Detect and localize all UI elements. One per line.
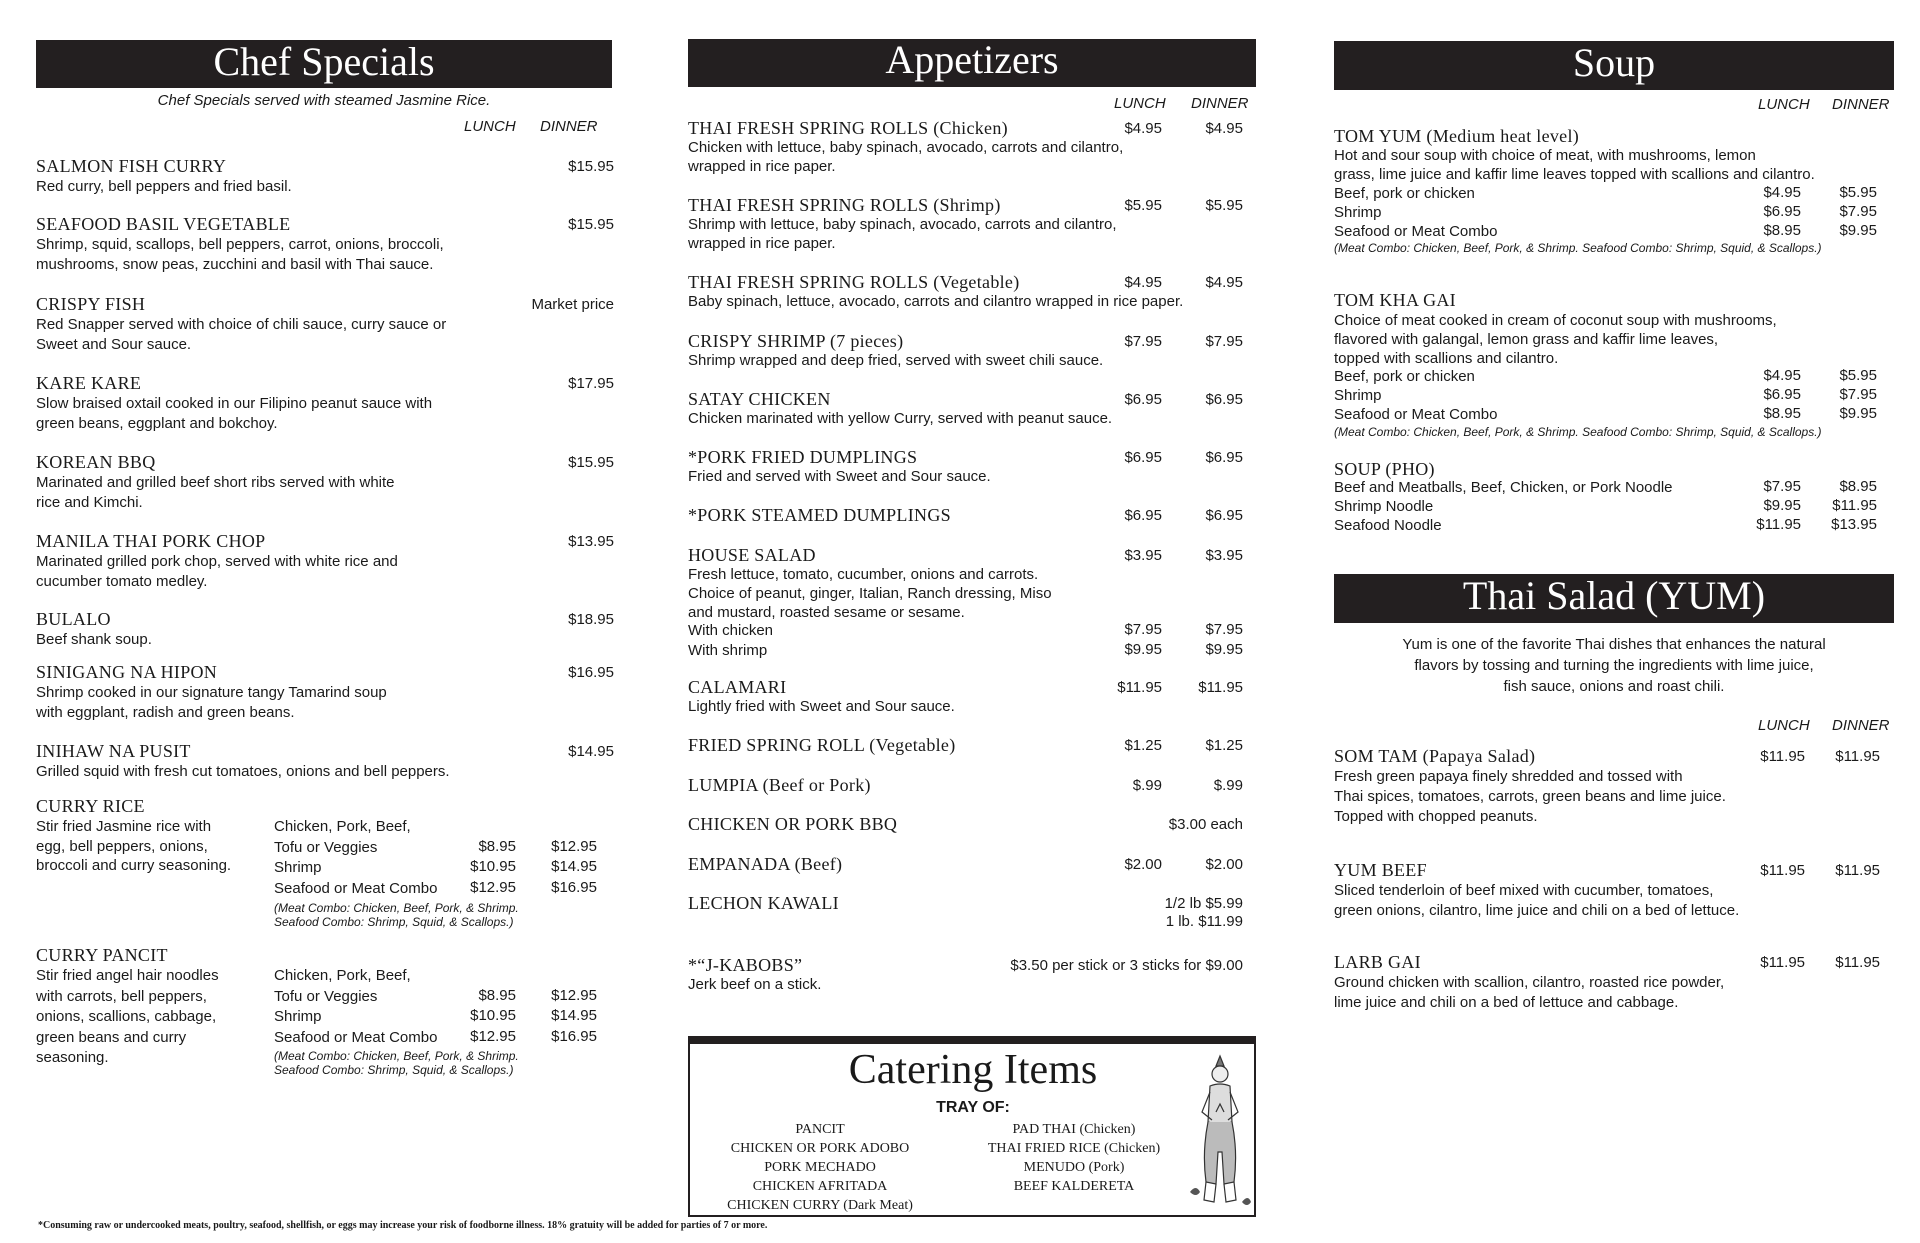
description-line: and mustard, roasted sesame or sesame. bbox=[688, 604, 965, 621]
item-dinner-price: $3.95 bbox=[1205, 547, 1243, 564]
item-title: HOUSE SALAD bbox=[688, 545, 816, 565]
item-description: Stir fried Jasmine rice with egg, bell peppers, onions, broccoli and curry seasoning. bbox=[36, 818, 232, 874]
option-lunch-price: $10.95 bbox=[470, 858, 516, 875]
description-line: Fresh lettuce, tomato, cucumber, onions and carrots. bbox=[688, 566, 1039, 583]
item-dinner-price: $.99 bbox=[1213, 777, 1243, 794]
item-name bbox=[688, 118, 1008, 139]
item-description bbox=[688, 975, 821, 994]
option-dinner-price: $7.95 bbox=[1205, 621, 1243, 638]
item-name bbox=[688, 447, 917, 468]
option-lunch-price: $4.95 bbox=[1763, 184, 1801, 201]
description-line: Marinated and grilled beef short ribs served with white bbox=[36, 474, 395, 491]
appetizers-banner bbox=[688, 39, 1256, 87]
option-lunch-price: $8.95 bbox=[1763, 222, 1801, 239]
option-lunch-price: $6.95 bbox=[1763, 386, 1801, 403]
item-lunch-price: $.99 bbox=[1132, 777, 1162, 794]
item-name bbox=[688, 854, 842, 875]
item-dinner-price: $5.95 bbox=[1205, 197, 1243, 214]
option-dinner-price: $16.95 bbox=[551, 1027, 597, 1045]
item-title: FRIED SPRING ROLL bbox=[688, 735, 865, 755]
description-line: wrapped in rice paper. bbox=[688, 235, 836, 252]
catering-box bbox=[688, 1036, 1256, 1217]
thai-salad-title: Thai Salad (YUM) bbox=[1462, 573, 1766, 618]
item-lunch-price: $3.95 bbox=[1124, 547, 1162, 564]
item-lunch-price: $11.95 bbox=[1760, 748, 1805, 765]
item-name: CURRY PANCIT bbox=[36, 945, 168, 965]
item-description bbox=[688, 409, 1112, 428]
option-label: Seafood or Meat Combo bbox=[1334, 406, 1498, 423]
item-dinner-price: $4.95 bbox=[1205, 120, 1243, 137]
catering-item: PANCIT bbox=[795, 1122, 845, 1137]
description-line: Lightly fried with Sweet and Sour sauce. bbox=[688, 698, 955, 715]
catering-item: CHICKEN CURRY (Dark Meat) bbox=[727, 1198, 913, 1213]
item-title: SATAY CHICKEN bbox=[688, 389, 831, 409]
option-label: Shrimp bbox=[1334, 204, 1382, 221]
item-name: CRISPY FISH bbox=[36, 294, 146, 314]
item-lunch-price: $2.00 bbox=[1124, 856, 1162, 873]
item-title: LECHON KAWALI bbox=[688, 893, 839, 913]
item-price: $15.95 bbox=[568, 158, 614, 175]
option-lunch-price: $7.95 bbox=[1763, 478, 1801, 495]
item-lunch-price: $7.95 bbox=[1124, 333, 1162, 350]
item-name bbox=[688, 331, 903, 352]
option-lunch-price: $7.95 bbox=[1124, 621, 1162, 638]
item-price: $18.95 bbox=[568, 611, 614, 628]
item-name bbox=[688, 677, 786, 698]
option-dinner-price: $9.95 bbox=[1839, 222, 1877, 239]
description-line: Ground chicken with scallion, cilantro, roasted rice powder, bbox=[1334, 974, 1725, 991]
item-lunch-price: $1.25 bbox=[1124, 737, 1162, 754]
item-name bbox=[688, 195, 1001, 216]
item-name bbox=[1334, 860, 1427, 881]
item-title: YUM BEEF bbox=[1334, 860, 1427, 880]
option-label: Shrimp bbox=[274, 859, 322, 876]
thai-dancer-illustration-icon bbox=[1188, 1052, 1252, 1214]
item-name: SEAFOOD BASIL VEGETABLE bbox=[36, 214, 291, 234]
item-title: EMPANADA bbox=[688, 854, 790, 874]
item-name: CURRY RICE bbox=[36, 796, 145, 816]
description-line: Shrimp, squid, scallops, bell peppers, carrot, onions, broccoli, bbox=[36, 236, 444, 253]
item-description bbox=[688, 351, 1103, 370]
item-price: $14.95 bbox=[568, 743, 614, 760]
soup-banner bbox=[1334, 41, 1894, 90]
item-lunch-price: $6.95 bbox=[1124, 391, 1162, 408]
item-lunch-price: $6.95 bbox=[1124, 507, 1162, 524]
catering-item: PAD THAI (Chicken) bbox=[1012, 1122, 1136, 1137]
item-title: CHICKEN OR PORK BBQ bbox=[688, 814, 898, 834]
option-lunch-price: $12.95 bbox=[470, 1027, 516, 1045]
item-note: (7 pieces) bbox=[829, 331, 904, 351]
item-name bbox=[688, 272, 1020, 293]
description-line: with eggplant, radish and green beans. bbox=[36, 703, 295, 721]
item-price: $17.95 bbox=[568, 375, 614, 392]
option-label: Tofu or Veggies bbox=[274, 838, 378, 856]
description-line: Beef shank soup. bbox=[36, 631, 152, 648]
option-dinner-price: $5.95 bbox=[1839, 367, 1877, 384]
item-title: LARB GAI bbox=[1334, 952, 1421, 972]
combo-note: (Meat Combo: Chicken, Beef, Pork, & Shrimp. Seafood Combo: Shrimp, Squid, & Scallops.) bbox=[1334, 425, 1822, 439]
soup-lunch-header: LUNCH bbox=[1758, 96, 1810, 113]
salad-dinner-header: DINNER bbox=[1832, 717, 1890, 734]
option-lunch-price: $8.95 bbox=[478, 986, 516, 1004]
item-dinner-price: $7.95 bbox=[1205, 333, 1243, 350]
description-line: Fresh green papaya finely shredded and tossed with bbox=[1334, 768, 1683, 785]
item-dinner-price: $3.50 per stick or 3 sticks for $9.00 bbox=[1010, 957, 1243, 974]
item-note: (Chicken) bbox=[933, 118, 1008, 138]
item-price: Market price bbox=[531, 296, 614, 313]
item-name bbox=[688, 955, 802, 976]
item-name: KARE KARE bbox=[36, 373, 142, 393]
item-description bbox=[36, 315, 446, 354]
item-note: (Shrimp) bbox=[933, 195, 1001, 215]
description-line: green beans, eggplant and bokchoy. bbox=[36, 414, 278, 432]
chef-specials-title: Chef Specials bbox=[213, 39, 435, 84]
option-dinner-price: $7.95 bbox=[1839, 203, 1877, 220]
option-dinner-price: $8.95 bbox=[1839, 478, 1877, 495]
item-price: $13.95 bbox=[568, 533, 614, 550]
item-name bbox=[688, 735, 956, 756]
option-lunch-price: $8.95 bbox=[1763, 405, 1801, 422]
option-label: Tofu or Veggies bbox=[274, 987, 378, 1005]
option-label: Shrimp bbox=[274, 1008, 322, 1025]
item-name: BULALO bbox=[36, 609, 111, 629]
item-price: $16.95 bbox=[568, 664, 614, 681]
item-description bbox=[688, 138, 1123, 176]
option-dinner-price: $14.95 bbox=[551, 1007, 597, 1024]
chef-lunch-header: LUNCH bbox=[464, 118, 516, 135]
option-lunch-price: $6.95 bbox=[1763, 203, 1801, 220]
lechon-price-extra: 1 lb. $11.99 bbox=[1165, 913, 1243, 930]
option-dinner-price: $12.95 bbox=[551, 986, 597, 1004]
item-description bbox=[688, 697, 955, 716]
option-dinner-price: $13.95 bbox=[1831, 516, 1877, 533]
item-lunch-price: $4.95 bbox=[1124, 120, 1162, 137]
option-label: Seafood or Meat Combo bbox=[274, 1028, 438, 1046]
item-description: Choice of meat cooked in cream of coconut soup with mushrooms, flavored with galangal, lemon grass and kaffir lime leaves, topped with scallions and cilantro. bbox=[1334, 312, 1777, 367]
description-line: Shrimp wrapped and deep fried, served with sweet chili sauce. bbox=[688, 352, 1104, 369]
item-description bbox=[36, 630, 152, 650]
catering-item: THAI FRIED RICE (Chicken) bbox=[987, 1141, 1161, 1156]
option-label: Shrimp bbox=[1334, 387, 1382, 404]
chef-dinner-header: DINNER bbox=[540, 118, 598, 135]
option-label: Chicken, Pork, Beef, bbox=[274, 967, 411, 984]
option-label: Beef and Meatballs, Beef, Chicken, or Pork Noodle bbox=[1334, 479, 1673, 496]
item-title: CALAMARI bbox=[688, 677, 787, 697]
item-name: SALMON FISH CURRY bbox=[36, 156, 227, 176]
catering-item: PORK MECHADO bbox=[764, 1160, 876, 1175]
description-line: rice and Kimchi. bbox=[36, 493, 143, 511]
item-description bbox=[36, 762, 450, 782]
option-lunch-price: $10.95 bbox=[470, 1007, 516, 1024]
description-line: Slow braised oxtail cooked in our Filipino peanut sauce with bbox=[36, 395, 433, 412]
description-line: Chicken with lettuce, baby spinach, avocado, carrots and cilantro, bbox=[688, 139, 1124, 156]
item-name: SINIGANG NA HIPON bbox=[36, 662, 218, 682]
item-description: Hot and sour soup with choice of meat, with mushrooms, lemon grass, lime juice and kaffir lime leaves topped with scallions and cilantro. bbox=[1334, 147, 1815, 183]
item-note: (Beef or Pork) bbox=[762, 775, 871, 795]
salad-lunch-header: LUNCH bbox=[1758, 717, 1810, 734]
item-lunch-price: $11.95 bbox=[1117, 679, 1162, 696]
item-name: SOUP (PHO) bbox=[1334, 459, 1435, 479]
catering-title: Catering Items bbox=[848, 1047, 1098, 1093]
catering-item: MENUDO (Pork) bbox=[1023, 1160, 1125, 1175]
item-lunch-price: $6.95 bbox=[1124, 449, 1162, 466]
option-label: Beef, pork or chicken bbox=[1334, 368, 1475, 385]
item-description bbox=[1334, 767, 1726, 827]
option-dinner-price: $11.95 bbox=[1832, 497, 1877, 514]
chef-specials-subtitle: Chef Specials served with steamed Jasmine Rice. bbox=[157, 92, 491, 109]
item-title: LUMPIA bbox=[688, 775, 758, 795]
item-name bbox=[1334, 952, 1421, 973]
description-line: Baby spinach, lettuce, avocado, carrots and cilantro wrapped in rice paper. bbox=[688, 293, 1184, 310]
description-line: Sweet and Sour sauce. bbox=[36, 335, 192, 353]
option-label: With shrimp bbox=[688, 641, 768, 659]
option-dinner-price: $12.95 bbox=[551, 837, 597, 855]
item-note: (Papaya Salad) bbox=[1422, 746, 1536, 766]
item-note: (Vegetable) bbox=[869, 735, 956, 755]
item-name bbox=[688, 893, 839, 914]
item-dinner-price: $2.00 bbox=[1205, 856, 1243, 873]
item-name bbox=[688, 545, 816, 566]
item-dinner-price: $11.95 bbox=[1835, 954, 1880, 971]
item-lunch-price: $11.95 bbox=[1760, 862, 1805, 879]
item-name: TOM YUM (Medium heat level) bbox=[1334, 126, 1580, 146]
option-dinner-price: $5.95 bbox=[1839, 184, 1877, 201]
item-dinner-price: $11.95 bbox=[1835, 748, 1880, 765]
option-label: Seafood or Meat Combo bbox=[274, 879, 438, 897]
description-line: wrapped in rice paper. bbox=[688, 158, 836, 175]
chef-specials-banner bbox=[36, 40, 612, 88]
catering-list-right bbox=[964, 1120, 1184, 1196]
combo-note: (Meat Combo: Chicken, Beef, Pork, & Shrimp. Seafood Combo: Shrimp, Squid, & Scallops.) bbox=[274, 901, 519, 929]
option-dinner-price: $9.95 bbox=[1839, 405, 1877, 422]
description-line: Topped with chopped peanuts. bbox=[1334, 808, 1538, 825]
item-dinner-price: $3.00 each bbox=[1168, 816, 1243, 833]
description-line: Jerk beef on a stick. bbox=[688, 976, 822, 993]
option-dinner-price: $16.95 bbox=[551, 878, 597, 896]
description-line: green onions, cilantro, lime juice and chili on a bed of lettuce. bbox=[1334, 902, 1740, 919]
item-dinner-price: $11.95 bbox=[1198, 679, 1243, 696]
item-dinner-price: $6.95 bbox=[1205, 507, 1243, 524]
item-price: $15.95 bbox=[568, 216, 614, 233]
option-lunch-price: $8.95 bbox=[478, 837, 516, 855]
description-line: Grilled squid with fresh cut tomatoes, onions and bell peppers. bbox=[36, 763, 450, 780]
option-label: Seafood or Meat Combo bbox=[1334, 223, 1498, 240]
item-title: *“J-KABOBS” bbox=[688, 955, 803, 975]
option-dinner-price: $7.95 bbox=[1839, 386, 1877, 403]
description-line: Red Snapper served with choice of chili sauce, curry sauce or bbox=[36, 316, 447, 333]
item-lunch-price: $11.95 bbox=[1760, 954, 1805, 971]
option-lunch-price: $9.95 bbox=[1124, 640, 1162, 658]
thai-salad-banner bbox=[1334, 574, 1894, 623]
item-name: TOM KHA GAI bbox=[1334, 290, 1456, 310]
catering-item: CHICKEN OR PORK ADOBO bbox=[730, 1141, 910, 1156]
option-dinner-price: $9.95 bbox=[1205, 640, 1243, 658]
option-lunch-price: $9.95 bbox=[1763, 497, 1801, 514]
item-description bbox=[688, 565, 1052, 622]
item-description bbox=[1334, 881, 1739, 921]
option-label: Chicken, Pork, Beef, bbox=[274, 818, 411, 835]
item-note: (Beef) bbox=[794, 854, 843, 874]
description-line: Thai spices, tomatoes, carrots, green beans and lime juice. bbox=[1334, 788, 1726, 805]
description-line: Choice of peanut, ginger, Italian, Ranch dressing, Miso bbox=[688, 585, 1052, 602]
item-name: KOREAN BBQ bbox=[36, 452, 156, 472]
item-lunch-price: $4.95 bbox=[1124, 274, 1162, 291]
item-description bbox=[36, 177, 292, 197]
item-lunch-price: $5.95 bbox=[1124, 197, 1162, 214]
item-description bbox=[36, 394, 432, 433]
item-dinner-price: $6.95 bbox=[1205, 449, 1243, 466]
option-label: Seafood Noodle bbox=[1334, 517, 1442, 534]
item-title: CRISPY SHRIMP bbox=[688, 331, 826, 351]
option-label: With chicken bbox=[688, 622, 774, 639]
appetizers-dinner-header: DINNER bbox=[1191, 95, 1249, 112]
catering-tray-label: TRAY OF: bbox=[936, 1099, 1010, 1116]
item-title: THAI FRESH SPRING ROLLS bbox=[688, 195, 929, 215]
description-line: lime juice and chili on a bed of lettuce and cabbage. bbox=[1334, 994, 1679, 1011]
item-description bbox=[688, 467, 991, 486]
item-dinner-price: $1.25 bbox=[1205, 737, 1243, 754]
item-note: (Vegetable) bbox=[933, 272, 1020, 292]
appetizers-lunch-header: LUNCH bbox=[1114, 95, 1166, 112]
item-name bbox=[688, 505, 951, 526]
combo-note: (Meat Combo: Chicken, Beef, Pork, & Shrimp. Seafood Combo: Shrimp, Squid, & Scallops.) bbox=[1334, 241, 1822, 255]
option-label: Beef, pork or chicken bbox=[1334, 185, 1475, 202]
item-title: *PORK FRIED DUMPLINGS bbox=[688, 447, 918, 467]
item-name: INIHAW NA PUSIT bbox=[36, 741, 191, 761]
item-name: MANILA THAI PORK CHOP bbox=[36, 531, 266, 551]
item-dinner-price: $11.95 bbox=[1835, 862, 1880, 879]
item-dinner-price: 1/2 lb $5.99 bbox=[1164, 895, 1243, 912]
item-title: THAI FRESH SPRING ROLLS bbox=[688, 272, 929, 292]
item-description bbox=[36, 552, 398, 591]
catering-list-left bbox=[700, 1120, 940, 1215]
thai-salad-intro: Yum is one of the favorite Thai dishes that enhances the natural flavors by tossing and turning the ingredients with lime juice, fish sauce, onions and roast chili. bbox=[1402, 636, 1826, 695]
description-line: Red curry, bell peppers and fried basil. bbox=[36, 178, 292, 195]
item-title: SOM TAM bbox=[1334, 746, 1418, 766]
option-label: Shrimp Noodle bbox=[1334, 498, 1434, 515]
appetizers-title: Appetizers bbox=[885, 37, 1059, 82]
option-lunch-price: $11.95 bbox=[1756, 516, 1801, 533]
item-description bbox=[36, 683, 387, 722]
catering-item: CHICKEN AFRITADA bbox=[752, 1179, 888, 1194]
item-note: (Medium heat level) bbox=[1426, 126, 1580, 146]
option-lunch-price: $4.95 bbox=[1763, 367, 1801, 384]
item-description bbox=[688, 292, 1183, 311]
option-lunch-price: $12.95 bbox=[470, 878, 516, 896]
description-line: cucumber tomato medley. bbox=[36, 572, 208, 590]
description-line: Chicken marinated with yellow Curry, served with peanut sauce. bbox=[688, 410, 1113, 427]
description-line: Shrimp cooked in our signature tangy Tamarind soup bbox=[36, 684, 387, 701]
item-name bbox=[1334, 746, 1535, 767]
item-description: Stir fried angel hair noodles with carrots, bell peppers, onions, scallions, cabbage, green beans and curry seasoning. bbox=[36, 967, 219, 1066]
item-name bbox=[688, 775, 871, 796]
description-line: Sliced tenderloin of beef mixed with cucumber, tomatoes, bbox=[1334, 882, 1714, 899]
catering-item: BEEF KALDERETA bbox=[1013, 1179, 1135, 1194]
soup-dinner-header: DINNER bbox=[1832, 96, 1890, 113]
item-dinner-price: $6.95 bbox=[1205, 391, 1243, 408]
item-description bbox=[36, 473, 395, 512]
item-name bbox=[688, 389, 831, 410]
item-description bbox=[1334, 973, 1724, 1013]
item-title: THAI FRESH SPRING ROLLS bbox=[688, 118, 929, 138]
description-line: Fried and served with Sweet and Sour sauce. bbox=[688, 468, 991, 485]
item-description bbox=[688, 215, 1117, 253]
item-description bbox=[36, 235, 444, 274]
item-name bbox=[688, 814, 897, 835]
footnote: *Consuming raw or undercooked meats, poultry, seafood, shellfish, or eggs may increase your risk of foodborne illness. 18% gratuity will be added for parties of 7 or more. bbox=[38, 1220, 768, 1231]
description-line: Marinated grilled pork chop, served with white rice and bbox=[36, 553, 398, 570]
combo-note: (Meat Combo: Chicken, Beef, Pork, & Shrimp. Seafood Combo: Shrimp, Squid, & Scallops.) bbox=[274, 1049, 519, 1077]
option-dinner-price: $14.95 bbox=[551, 858, 597, 875]
item-title: *PORK STEAMED DUMPLINGS bbox=[688, 505, 951, 525]
item-price: $15.95 bbox=[568, 454, 614, 471]
soup-title: Soup bbox=[1572, 40, 1656, 85]
item-dinner-price: $4.95 bbox=[1205, 274, 1243, 291]
description-line: Shrimp with lettuce, baby spinach, avocado, carrots and cilantro, bbox=[688, 216, 1117, 233]
description-line: mushrooms, snow peas, zucchini and basil with Thai sauce. bbox=[36, 255, 434, 273]
